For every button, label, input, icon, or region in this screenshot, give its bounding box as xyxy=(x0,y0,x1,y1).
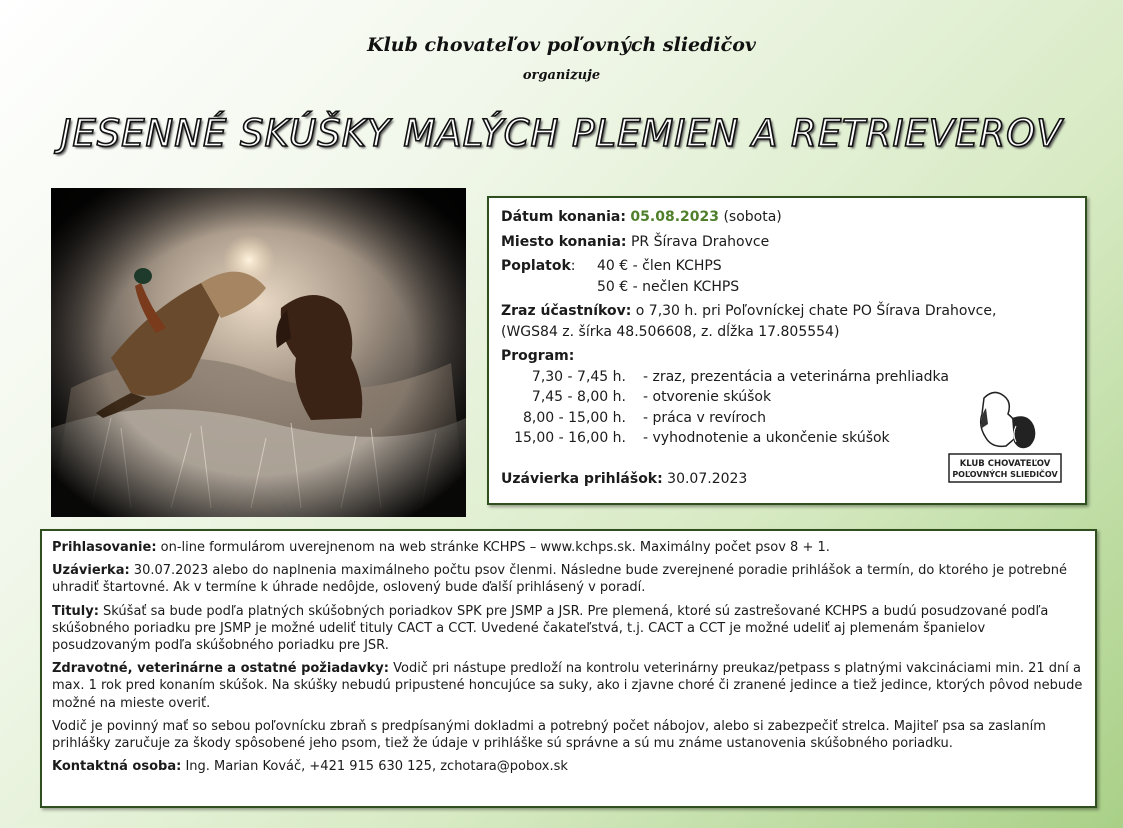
date-day: (sobota) xyxy=(723,209,782,225)
club-logo-emblem xyxy=(946,388,1064,484)
painting-vignette xyxy=(51,188,466,517)
program-item: 15,00 - 16,00 h. - vyhodnotenie a ukončenie skúšok xyxy=(514,430,890,446)
pheasant-dog-painting xyxy=(51,188,466,517)
logo-text-line1: KLUB CHOVATEĽOV xyxy=(959,459,1051,469)
health-paragraph: Zdravotné, veterinárne a ostatné požiadavky: Vodič pri nástupe predloží na kontrolu veterinárny preukaz/petpass s platnými vakcináciami min. 21 dní a max. 1 rok pred konaním skúšok. Na skúšky nebudú pripustené honcujúce sa suky, ako i zjavne choré či zranené jedince a tiež jedince, ktorých pôvod nebude možné na mieste overiť. xyxy=(52,661,1083,711)
program-item: 7,45 - 8,00 h. - otvorenie skúšok xyxy=(531,389,772,405)
organizer-subtitle: organizuje xyxy=(522,68,601,83)
place-label: Miesto konania: xyxy=(501,233,627,250)
logo-text-line2: POĽOVNÝCH SLIEDIČOV xyxy=(952,470,1058,479)
details-box xyxy=(40,529,1097,808)
program-item: 7,30 - 7,45 h. - zraz, prezentácia a veterinárna prehliadka xyxy=(531,368,949,385)
registration-paragraph: Prihlasovanie: on-line formulárom uverejnenom na web stránke KCHPS – www.kchps.sk. Maximálny počet psov 8 + 1. xyxy=(52,540,830,555)
date-label: Dátum konania: xyxy=(501,209,626,225)
fee-row: Poplatok: 40 € - člen KCHPS 50 € - nečlen KCHPS xyxy=(501,256,1073,297)
titles-paragraph: Tituly: Skúšať sa bude podľa platných skúšobných poriadkov SPK pre JSMP a JSR. Pre plemená, ktoré sú zastrešované KCHPS a budú posudzované podľa skúšobného poriadku pre JSMP je možné udeliť tituly CACT a CCT. Uvedené čakateľstvá, t.j. CACT a CCT je možné udeliť aj plemenám španielov posudzovaným podľa skúšobného poriadku pre JSR. xyxy=(52,603,1049,654)
date-row xyxy=(501,207,1073,228)
program-label: Program: xyxy=(501,348,575,364)
meeting-row xyxy=(501,301,1073,342)
program-item: 8,00 - 15,00 h. - práca v revíroch xyxy=(523,409,767,426)
deadline-label: Uzávierka prihlášok: xyxy=(501,470,663,487)
page-title: JESENNÉ SKÚŠKY MALÝCH PLEMIEN A RETRIEVEROV xyxy=(60,112,1063,155)
fee-member: 40 € - člen KCHPS xyxy=(597,258,722,274)
fee-label: Poplatok xyxy=(501,258,571,274)
organizer-name: Klub chovateľov poľovných sliedičov xyxy=(367,34,756,56)
contact-paragraph: Kontaktná osoba: Ing. Marian Kováč, +421 915 630 125, zchotara@pobox.sk xyxy=(52,759,568,775)
place-value: PR Šírava Drahovce xyxy=(630,233,770,250)
club-logo xyxy=(946,388,1064,484)
deadline-paragraph: Uzávierka: 30.07.2023 alebo do naplnenia maximálneho počtu psov členmi. Následne bude zverejnené poradie prihlášok a termín, do ktorého je potrebné uhradiť štartovné. Ak v termíne k úhrade nedôjde, oslovený bude ďalší prihlásený v poradí. xyxy=(52,563,1068,596)
fee-values xyxy=(597,256,739,297)
deadline-value: 30.07.2023 xyxy=(667,470,748,487)
place-row xyxy=(501,232,1073,253)
date-value: 05.08.2023 xyxy=(630,209,719,225)
meeting-value: o 7,30 h. pri Poľovníckej chate PO Šírava Drahovce, xyxy=(635,303,997,319)
meeting-coordinates: (WGS84 z. šírka 48.506608, z. dĺžka 17.805554) xyxy=(501,323,840,340)
meeting-label: Zraz účastníkov: xyxy=(501,303,632,319)
fee-nonmember: 50 € - nečlen KCHPS xyxy=(597,278,740,295)
weapon-paragraph: Vodič je povinný mať so sebou poľovnícku zbraň s predpísanými dokladmi a potrebný počet nábojov, alebo si zabezpečiť strelca. Majiteľ psa sa zaslaním prihlášky zaručuje za škody spôsobené jeho psom, tiež že údaje v prihláške sú správne a sú mu známe ustanovenia skúšobného poriadku. xyxy=(52,718,1046,752)
